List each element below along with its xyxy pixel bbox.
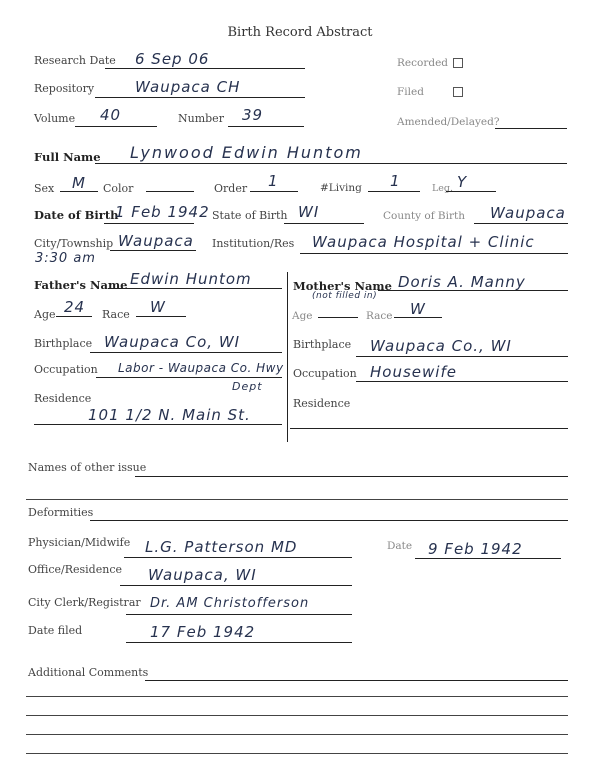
living-value: 1: [390, 172, 401, 190]
volume-line: [75, 126, 157, 127]
father-name-value: Edwin Huntom: [130, 270, 252, 288]
state-label: State of Birth: [212, 209, 288, 222]
county-line: [474, 223, 568, 224]
dob-label: Date of Birth: [34, 208, 119, 222]
mother-name-line: [378, 290, 568, 291]
father-occupation-line: [96, 377, 282, 378]
physician-date-line: [415, 558, 561, 559]
leg-line: [446, 191, 496, 192]
sex-label: Sex: [34, 182, 55, 195]
repository-label: Repository: [34, 82, 95, 95]
mother-race-value: W: [410, 300, 426, 318]
father-race-label: Race: [102, 308, 130, 321]
comments-label: Additional Comments: [28, 666, 149, 679]
state-line: [284, 223, 364, 224]
physician-label: Physician/Midwife: [28, 536, 131, 549]
mother-occupation-line: [356, 381, 568, 382]
father-birthplace-label: Birthplace: [34, 337, 93, 350]
mother-residence-label: Residence: [293, 397, 351, 410]
recorded-checkbox[interactable]: [453, 58, 463, 68]
physician-date-label: Date: [387, 540, 413, 552]
order-value: 1: [268, 172, 279, 190]
mother-birthplace-line: [356, 356, 568, 357]
living-label: #Living: [320, 182, 362, 194]
dob-value: 1 Feb 1942: [115, 203, 210, 221]
county-value: Waupaca: [490, 204, 566, 222]
leg-value: Y: [457, 173, 468, 191]
father-birthplace-value: Waupaca Co, WI: [104, 333, 241, 351]
father-age-label: Age: [34, 308, 56, 321]
father-occupation-value: Labor - Waupaca Co. Hwy: [118, 361, 284, 375]
father-residence-value: 101 1/2 N. Main St.: [88, 406, 251, 424]
living-line: [368, 191, 420, 192]
father-race-value: W: [150, 298, 166, 316]
mother-race-line: [394, 317, 442, 318]
father-occupation-value-2: Dept: [232, 380, 263, 393]
full-name-value: Lynwood Edwin Huntom: [130, 143, 363, 162]
repository-line: [95, 97, 305, 98]
order-label: Order: [214, 182, 248, 195]
comments-line-4: [26, 734, 568, 735]
volume-value: 40: [100, 106, 122, 124]
office-value: Waupaca, WI: [148, 566, 257, 584]
column-divider: [287, 272, 288, 442]
comments-line-5: [26, 753, 568, 754]
mother-residence-line: [290, 428, 568, 429]
page-title: Birth Record Abstract: [227, 25, 373, 40]
mother-occupation-label: Occupation: [293, 367, 357, 380]
filed-label: Filed: [397, 86, 424, 98]
father-age-line: [56, 316, 92, 317]
volume-label: Volume: [34, 112, 76, 125]
physician-value: L.G. Patterson MD: [145, 538, 298, 556]
color-line: [146, 191, 194, 192]
amended-line: [495, 128, 567, 129]
father-name-line: [108, 288, 282, 289]
mother-name-label: Mother's Name: [293, 279, 392, 293]
sex-value: M: [72, 174, 86, 192]
number-label: Number: [178, 112, 224, 125]
full-name-line: [95, 163, 567, 164]
number-value: 39: [242, 106, 264, 124]
research-date-line: [105, 68, 305, 69]
mother-occupation-value: Housewife: [370, 363, 457, 381]
city-label: City/Township: [34, 237, 114, 250]
city-value: Waupaca: [118, 232, 194, 250]
mother-birthplace-label: Birthplace: [293, 338, 352, 351]
city-line: [110, 250, 196, 251]
number-line: [228, 126, 304, 127]
date-filed-line: [126, 642, 352, 643]
other-issue-label: Names of other issue: [28, 461, 147, 474]
leg-label: Leg.: [432, 183, 454, 194]
other-issue-line-2: [26, 499, 568, 500]
institution-line: [300, 253, 568, 254]
comments-line-3: [26, 715, 568, 716]
comments-line-1: [145, 680, 568, 681]
recorded-label: Recorded: [397, 57, 448, 69]
filed-checkbox[interactable]: [453, 87, 463, 97]
mother-name-note: (not filled in): [312, 291, 378, 301]
full-name-label: Full Name: [34, 150, 101, 164]
father-race-line: [136, 316, 186, 317]
office-line: [120, 585, 352, 586]
county-label: County of Birth: [383, 210, 465, 222]
other-issue-line: [135, 476, 568, 477]
institution-value: Waupaca Hospital + Clinic: [312, 233, 535, 251]
state-value: WI: [298, 203, 320, 221]
sex-line: [60, 191, 98, 192]
father-residence-label: Residence: [34, 392, 92, 405]
mother-age-line: [318, 317, 358, 318]
clerk-line: [126, 614, 352, 615]
research-date-value: 6 Sep 06: [135, 50, 210, 68]
deformities-line: [90, 520, 568, 521]
clerk-value: Dr. AM Christofferson: [150, 596, 310, 611]
father-residence-line: [34, 424, 282, 425]
birth-time-value: 3:30 am: [35, 251, 96, 266]
physician-date-value: 9 Feb 1942: [428, 540, 523, 558]
date-filed-label: Date filed: [28, 624, 83, 637]
father-occupation-label: Occupation: [34, 363, 98, 376]
clerk-label: City Clerk/Registrar: [28, 596, 141, 609]
father-birthplace-line: [90, 352, 282, 353]
physician-line: [124, 557, 352, 558]
research-date-label: Research Date: [34, 54, 116, 67]
mother-birthplace-value: Waupaca Co., WI: [370, 337, 512, 355]
mother-age-label: Age: [292, 310, 313, 322]
institution-label: Institution/Res: [212, 237, 295, 250]
color-label: Color: [103, 182, 134, 195]
office-label: Office/Residence: [28, 563, 122, 576]
amended-label: Amended/Delayed?: [397, 116, 500, 128]
order-line: [250, 191, 298, 192]
comments-line-2: [26, 696, 568, 697]
mother-name-value: Doris A. Manny: [398, 273, 526, 291]
mother-race-label: Race: [366, 310, 393, 322]
father-age-value: 24: [64, 298, 86, 316]
repository-value: Waupaca CH: [135, 78, 241, 96]
date-filed-value: 17 Feb 1942: [150, 623, 256, 641]
dob-line: [104, 223, 194, 224]
deformities-label: Deformities: [28, 506, 94, 519]
father-name-label: Father's Name: [34, 278, 128, 292]
